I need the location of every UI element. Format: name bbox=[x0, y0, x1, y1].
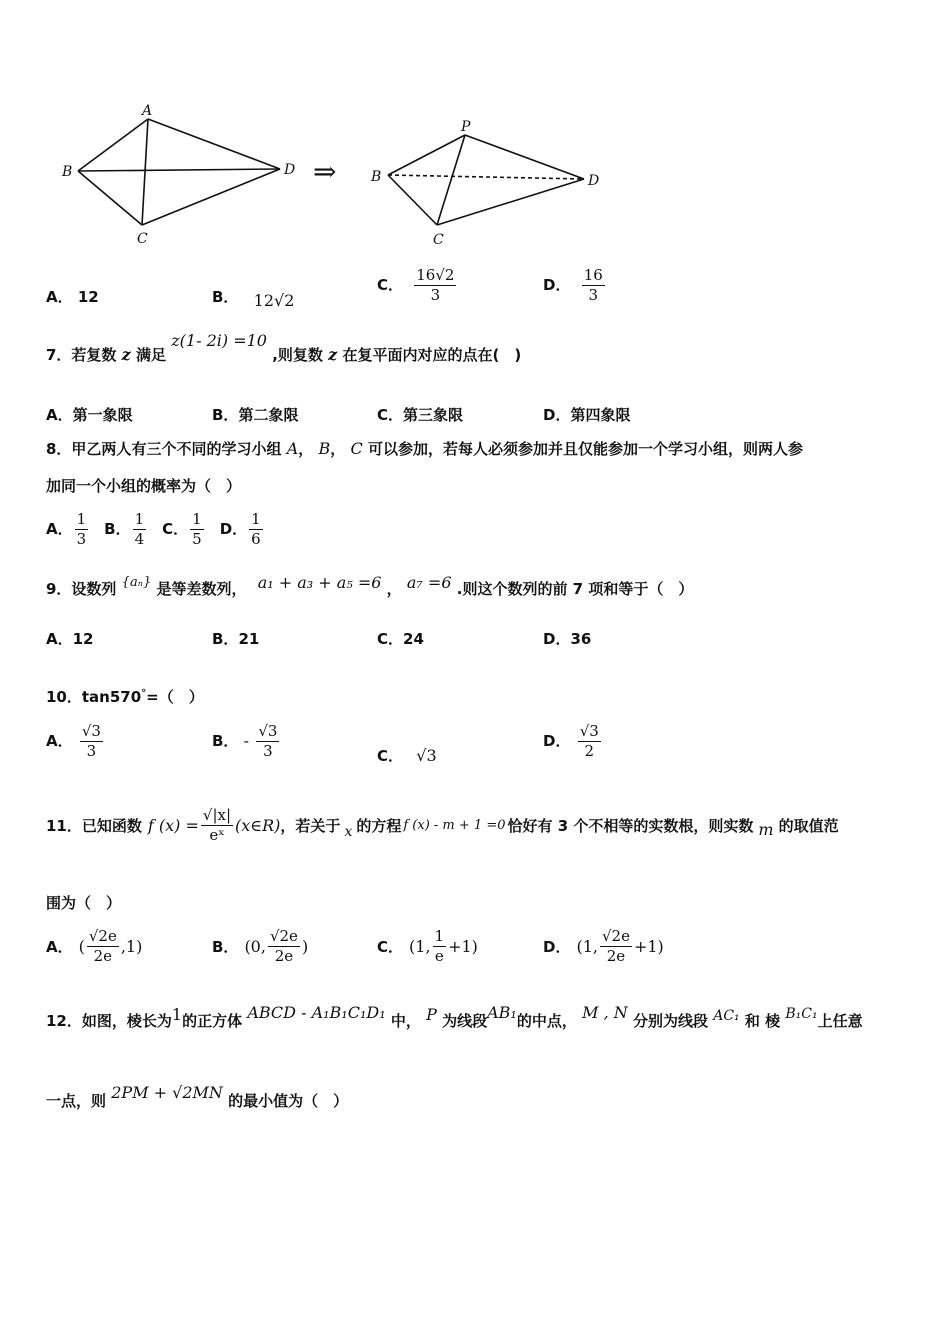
q9-prefix: 9．设数列 bbox=[46, 580, 117, 598]
option-fraction bbox=[600, 927, 632, 966]
option-letter: B． bbox=[212, 406, 239, 424]
q11-domain: (x∈R) bbox=[235, 816, 281, 835]
option-value: 12 bbox=[77, 288, 99, 306]
q7-suffix-a: ,则复数 bbox=[272, 346, 323, 364]
q12-mid6: 和 棱 bbox=[744, 1012, 781, 1030]
option-letter: A． bbox=[46, 520, 73, 538]
label-right-C: C bbox=[433, 232, 444, 248]
q12-line2-b: 的最小值为（ ） bbox=[228, 1092, 349, 1110]
label-right-D: D bbox=[588, 173, 600, 189]
q11-stem-line1 bbox=[46, 806, 839, 845]
q7-variable-z2: z bbox=[328, 345, 338, 364]
option-fraction bbox=[249, 510, 263, 549]
option-letter: C． bbox=[377, 630, 404, 648]
q11-option-a bbox=[46, 927, 142, 966]
option-letter: D． bbox=[543, 938, 571, 956]
q8-option-a bbox=[46, 510, 90, 549]
q6-option-c bbox=[377, 266, 458, 305]
q9-comma: ， bbox=[386, 580, 402, 598]
q12-mid4: 的中点， bbox=[516, 1012, 577, 1030]
interval-close: ,1) bbox=[120, 937, 143, 956]
left-quadrilateral bbox=[78, 119, 280, 225]
q9-option-b bbox=[212, 628, 259, 649]
option-letter: C． bbox=[377, 938, 404, 956]
q10-option-a bbox=[46, 722, 105, 761]
q11-mid2: 的方程 bbox=[356, 817, 402, 835]
q11-option-d bbox=[543, 927, 664, 966]
option-text: 第二象限 bbox=[238, 406, 299, 424]
q12-expression: 2PM + √2MN bbox=[111, 1083, 223, 1102]
option-fraction bbox=[190, 510, 204, 549]
fraction-numerator: √2e bbox=[269, 927, 298, 945]
fraction-numerator: √|x| bbox=[202, 806, 232, 824]
option-value: 12√2 bbox=[253, 291, 295, 310]
fraction-numerator: √2e bbox=[88, 927, 117, 945]
interval-open: (1, bbox=[576, 937, 598, 956]
q11-option-b bbox=[212, 927, 308, 966]
q11-function-lhs: f (x) = bbox=[147, 816, 199, 835]
option-text: 36 bbox=[570, 630, 592, 648]
q7-formula: z(1- 2i) =10 bbox=[171, 331, 267, 350]
q12-prefix: 12．如图，棱长为 bbox=[46, 1012, 172, 1030]
q11-variable-m: m bbox=[758, 820, 774, 839]
q7-mid: 满足 bbox=[136, 346, 167, 364]
q7-option-b bbox=[212, 404, 298, 425]
q6-option-a bbox=[46, 286, 99, 307]
fraction-denominator: 6 bbox=[251, 530, 261, 548]
fraction-numerator: 1 bbox=[434, 927, 445, 945]
option-fraction bbox=[75, 510, 89, 549]
option-letter: A． bbox=[46, 288, 73, 306]
label-right-P: P bbox=[461, 119, 471, 135]
option-letter: D． bbox=[543, 276, 571, 294]
fraction-denominator: 4 bbox=[134, 530, 145, 548]
q9-equation-1: a₁ + a₃ + a₅ =6 bbox=[257, 573, 382, 592]
q8-option-b bbox=[104, 510, 148, 549]
q10-degree: ° bbox=[141, 688, 147, 699]
option-letter: B． bbox=[104, 520, 131, 538]
option-fraction bbox=[433, 927, 447, 966]
interval-open: ( bbox=[78, 937, 85, 956]
q12-mid7: 上任意 bbox=[817, 1012, 863, 1030]
q11-stem-line2: 围为（ ） bbox=[46, 894, 122, 912]
q8-options bbox=[46, 510, 265, 549]
option-letter: B． bbox=[212, 630, 239, 648]
fraction-denominator: 2e bbox=[606, 947, 626, 965]
option-text: 第一象限 bbox=[72, 406, 133, 424]
q11-option-c bbox=[377, 927, 478, 966]
q8-group-a: A bbox=[286, 439, 299, 458]
option-text: 第三象限 bbox=[403, 406, 464, 424]
q10-option-b bbox=[212, 722, 281, 761]
fraction-numerator: 1 bbox=[76, 510, 87, 528]
q8-option-d bbox=[220, 510, 265, 549]
q10-text: 10．tan570 bbox=[46, 688, 142, 706]
option-letter: D． bbox=[543, 406, 571, 424]
fraction-numerator: 16√2 bbox=[416, 266, 455, 284]
fraction-denominator: 3 bbox=[263, 742, 273, 760]
option-letter: B． bbox=[212, 938, 239, 956]
fraction-denominator: e bbox=[434, 947, 444, 965]
q10-stem bbox=[46, 686, 204, 707]
option-letter: A． bbox=[46, 630, 73, 648]
q11-variable-x: x bbox=[344, 823, 353, 840]
fraction-numerator: 1 bbox=[192, 510, 202, 528]
q7-option-c bbox=[377, 404, 463, 425]
right-tetrahedron bbox=[388, 135, 584, 225]
option-letter: C． bbox=[377, 406, 404, 424]
q7-suffix-b: 在复平面内对应的点在( ) bbox=[342, 346, 522, 364]
option-letter: A． bbox=[46, 406, 73, 424]
interval-open: (0, bbox=[244, 937, 266, 956]
option-fraction bbox=[268, 927, 300, 966]
q9-sequence: {aₙ} bbox=[121, 575, 152, 590]
option-fraction bbox=[87, 927, 119, 966]
q10-option-d bbox=[543, 722, 603, 761]
fraction-denominator: 2 bbox=[584, 742, 595, 760]
label-left-B: B bbox=[62, 164, 73, 180]
q8-sep: ， bbox=[298, 440, 314, 458]
q8-text-b: 可以参加，若每人必须参加并且仅能参加一个学习小组，则两人参 bbox=[368, 440, 804, 458]
fraction-denominator: 3 bbox=[86, 742, 97, 760]
fraction-denominator: 5 bbox=[192, 530, 202, 548]
fraction-denominator: eˣ bbox=[209, 826, 225, 844]
option-fraction bbox=[256, 722, 279, 761]
q7-variable-z: z bbox=[121, 345, 131, 364]
q12-mid5: 分别为线段 bbox=[632, 1012, 708, 1030]
q9-mid: 是等差数列， bbox=[156, 580, 247, 598]
q8-option-c bbox=[162, 510, 206, 549]
option-text: 第四象限 bbox=[570, 406, 631, 424]
interval-close: ) bbox=[301, 937, 309, 956]
option-letter: A． bbox=[46, 938, 73, 956]
fraction-numerator: 1 bbox=[251, 510, 261, 528]
interval-open: (1, bbox=[409, 937, 431, 956]
interval-close: +1) bbox=[633, 937, 664, 956]
option-fraction bbox=[578, 722, 601, 761]
option-letter: D． bbox=[219, 520, 248, 538]
q9-equation-2: a₇ =6 bbox=[406, 573, 452, 592]
q10-tail: =（ ） bbox=[146, 688, 204, 706]
option-letter: C． bbox=[162, 520, 189, 538]
q12-segment-ac1: AC₁ bbox=[713, 1008, 740, 1024]
fraction-denominator: 2e bbox=[93, 947, 113, 965]
option-text: 24 bbox=[403, 630, 424, 648]
option-fraction bbox=[582, 266, 605, 305]
q6-option-b bbox=[212, 286, 295, 310]
q12-stem-line1 bbox=[46, 1003, 863, 1031]
fraction-numerator: √3 bbox=[81, 722, 101, 740]
q12-edge-b1c1: B₁C₁ bbox=[785, 1006, 818, 1022]
tetrahedron-folding-figure bbox=[40, 95, 620, 255]
q12-points-mn: M , N bbox=[582, 1003, 628, 1022]
q9-suffix: .则这个数列的前 7 项和等于（ ） bbox=[456, 580, 694, 598]
q11-mid3: 恰好有 3 个不相等的实数根，则实数 bbox=[507, 817, 754, 835]
option-text: 12 bbox=[72, 630, 94, 648]
q8-group-c: C bbox=[350, 439, 363, 458]
option-letter: C． bbox=[377, 276, 404, 294]
q6-option-d bbox=[543, 266, 607, 305]
q8-sep: ， bbox=[330, 440, 346, 458]
option-letter: D． bbox=[543, 630, 571, 648]
q11-prefix: 11．已知函数 bbox=[46, 817, 142, 835]
q8-stem-line1 bbox=[46, 438, 803, 459]
q8-stem-line2: 加同一个小组的概率为（ ） bbox=[46, 477, 242, 495]
q9-option-c bbox=[377, 628, 424, 649]
interval-close: +1) bbox=[448, 937, 478, 956]
q12-stem-line2 bbox=[46, 1083, 349, 1111]
q11-equation: f (x) - m + 1 =0 bbox=[403, 818, 506, 833]
option-text: 21 bbox=[238, 630, 260, 648]
q11-function-fraction bbox=[201, 806, 233, 845]
label-left-A: A bbox=[142, 103, 153, 119]
q9-stem bbox=[46, 573, 694, 599]
q11-mid1: ，若关于 bbox=[280, 817, 341, 835]
q7-option-d bbox=[543, 404, 630, 425]
q8-text-a: 8．甲乙两人有三个不同的学习小组 bbox=[46, 440, 282, 458]
label-left-D: D bbox=[284, 162, 296, 178]
q9-option-a bbox=[46, 628, 93, 649]
fraction-numerator: √2e bbox=[601, 927, 630, 945]
q12-mid2: 中， bbox=[390, 1012, 421, 1030]
q8-group-b: B bbox=[318, 439, 331, 458]
option-sign: - bbox=[243, 731, 250, 750]
option-fraction bbox=[80, 722, 103, 761]
q12-mid3: 为线段 bbox=[442, 1012, 488, 1030]
q9-option-d bbox=[543, 628, 591, 649]
q7-prefix: 7．若复数 bbox=[46, 346, 117, 364]
label-left-C: C bbox=[137, 231, 148, 247]
q12-edge-length: 1 bbox=[171, 1005, 183, 1024]
q12-point-p: P bbox=[426, 1005, 437, 1024]
fraction-numerator: √3 bbox=[579, 722, 599, 740]
fraction-numerator: 16 bbox=[583, 266, 603, 284]
option-letter: B． bbox=[212, 288, 239, 306]
fold-arrow: ⇒ bbox=[313, 155, 337, 188]
q7-stem bbox=[46, 331, 522, 365]
fraction-denominator: 3 bbox=[76, 530, 87, 548]
option-letter: B． bbox=[212, 732, 239, 750]
option-letter: A． bbox=[46, 732, 73, 750]
label-right-B: B bbox=[371, 169, 382, 185]
option-fraction bbox=[133, 510, 147, 549]
option-letter: C． bbox=[377, 747, 404, 765]
q11-mid4: 的取值范 bbox=[778, 817, 839, 835]
option-fraction bbox=[414, 266, 456, 305]
fraction-numerator: 1 bbox=[134, 510, 145, 528]
fraction-numerator: √3 bbox=[258, 722, 278, 740]
q10-option-c bbox=[377, 745, 437, 766]
q7-option-a bbox=[46, 404, 133, 425]
q12-mid1: 的正方体 bbox=[182, 1012, 243, 1030]
fraction-denominator: 2e bbox=[274, 947, 294, 965]
option-value: √3 bbox=[416, 746, 437, 765]
fraction-denominator: 3 bbox=[588, 286, 598, 304]
option-letter: D． bbox=[543, 732, 571, 750]
fraction-denominator: 3 bbox=[430, 286, 441, 304]
q12-segment-ab1: AB₁ bbox=[487, 1003, 517, 1022]
q12-cube: ABCD - A₁B₁C₁D₁ bbox=[247, 1003, 386, 1022]
q12-line2-a: 一点，则 bbox=[46, 1092, 107, 1110]
